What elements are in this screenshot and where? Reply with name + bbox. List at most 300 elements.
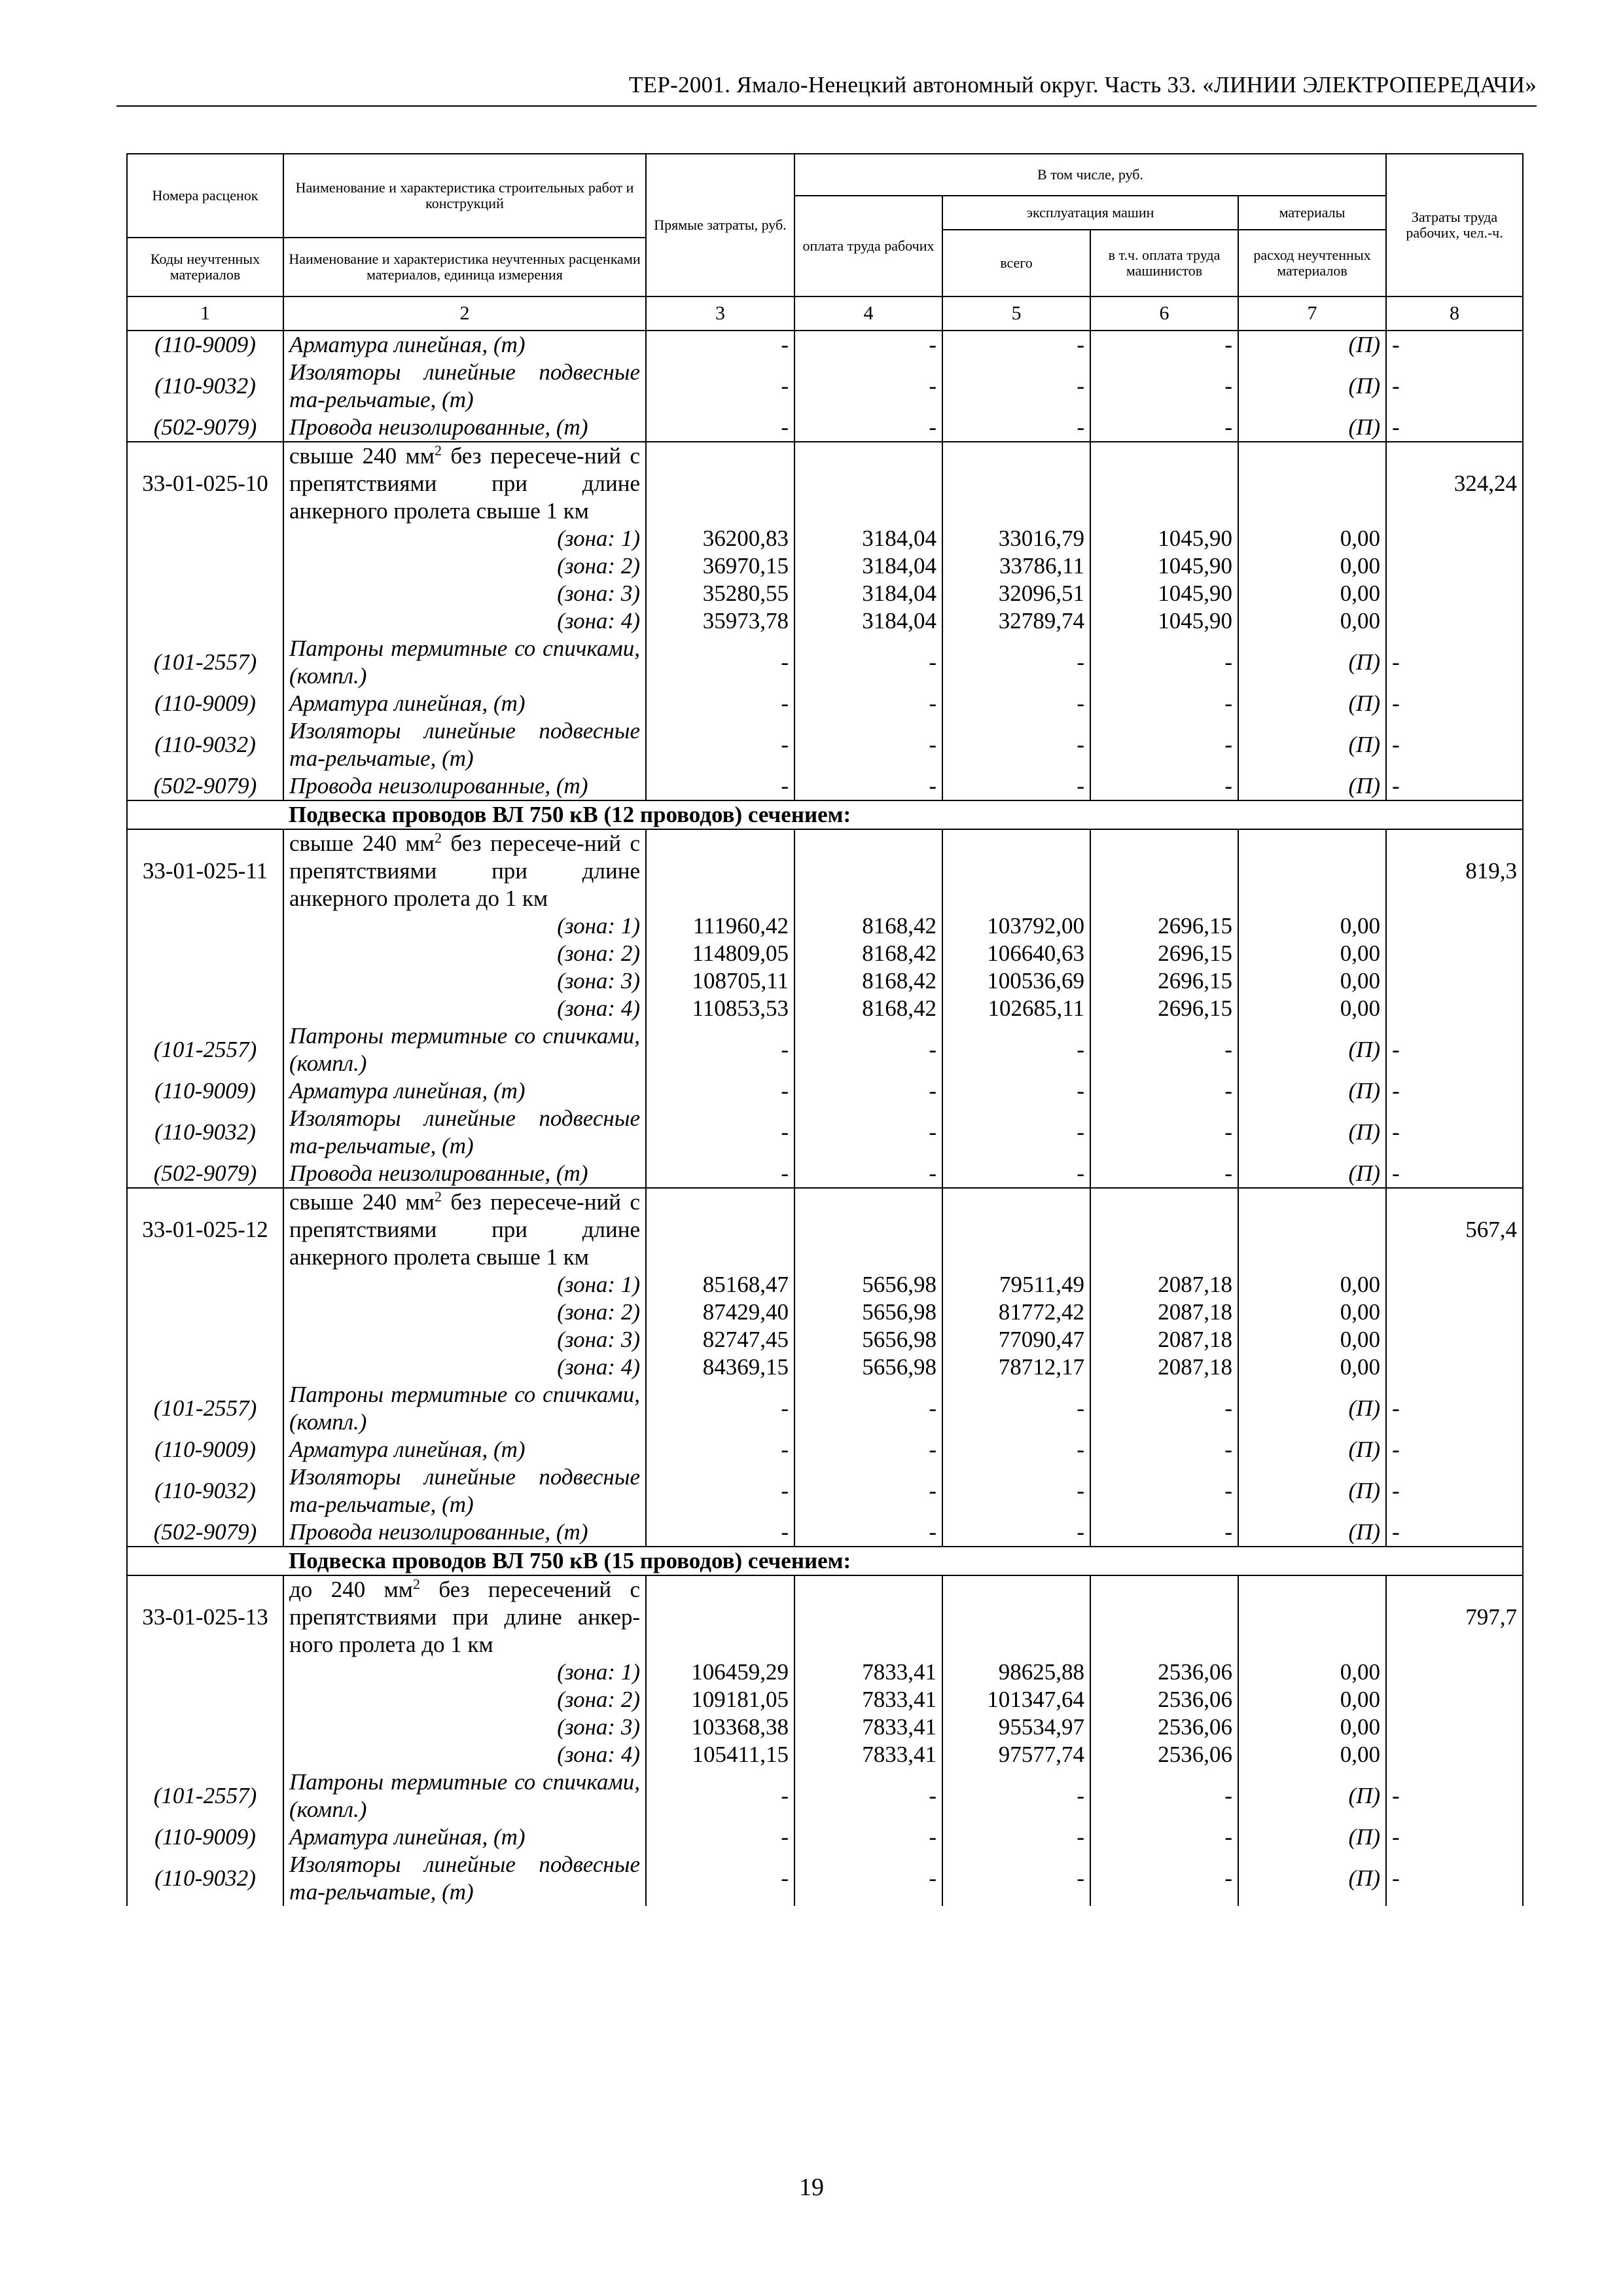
- empty-cell: [1238, 829, 1386, 912]
- zone-row: [127, 1659, 1523, 1686]
- column-number: 8: [1386, 296, 1523, 331]
- direct-costs: 103368,38: [646, 1713, 794, 1741]
- header-including: В том числе, руб.: [794, 154, 1386, 196]
- dash-cell: -: [646, 1768, 794, 1823]
- column-numbers-row: [127, 296, 1523, 331]
- dash-cell: -: [1090, 690, 1238, 717]
- dash-cell: -: [1090, 414, 1238, 442]
- material-row: [127, 331, 1523, 359]
- material-name: Арматура линейная, (т): [283, 331, 646, 359]
- dash-cell: -: [1090, 1768, 1238, 1823]
- empty-cell: [1386, 1299, 1523, 1326]
- material-code: (110-9009): [127, 1823, 283, 1851]
- dash-cell: -: [794, 717, 942, 772]
- materials-value: 0,00: [1238, 940, 1386, 967]
- materials-value: 0,00: [1238, 525, 1386, 552]
- empty-cell: [646, 1188, 794, 1271]
- empty-cell: [1386, 1354, 1523, 1381]
- materials-value: 0,00: [1238, 912, 1386, 940]
- empty-cell: [1090, 1575, 1238, 1659]
- dash-cell: -: [1386, 772, 1523, 800]
- zone-row: [127, 1299, 1523, 1326]
- dash-cell: -: [794, 635, 942, 690]
- direct-costs: 35280,55: [646, 580, 794, 607]
- dash-cell: -: [794, 1851, 942, 1906]
- material-code: (101-2557): [127, 1381, 283, 1436]
- zone-label: (зона: 3): [283, 580, 646, 607]
- empty-cell: [1090, 1188, 1238, 1271]
- machines-total: 103792,00: [942, 912, 1090, 940]
- empty-cell: [127, 1271, 283, 1299]
- empty-cell: [646, 442, 794, 525]
- header-labor-hours: Затраты труда рабочих, чел.-ч.: [1386, 154, 1523, 296]
- dash-cell: -: [1090, 1077, 1238, 1105]
- materials-value: 0,00: [1238, 580, 1386, 607]
- header-machines: эксплуатация машин: [942, 196, 1238, 230]
- material-code: (110-9032): [127, 1463, 283, 1518]
- machines-labor: 2087,18: [1090, 1354, 1238, 1381]
- material-code: (110-9032): [127, 1105, 283, 1160]
- dash-cell: -: [646, 1823, 794, 1851]
- dash-cell: -: [1386, 1160, 1523, 1188]
- direct-costs: 111960,42: [646, 912, 794, 940]
- direct-costs: 108705,11: [646, 967, 794, 995]
- dash-cell: -: [794, 1022, 942, 1077]
- machines-labor: 2696,15: [1090, 940, 1238, 967]
- dash-cell: -: [1090, 1518, 1238, 1547]
- materials-mark: (П): [1238, 359, 1386, 414]
- materials-mark: (П): [1238, 1077, 1386, 1105]
- empty-cell: [942, 1188, 1090, 1271]
- material-row: [127, 1077, 1523, 1105]
- machines-total: 81772,42: [942, 1299, 1090, 1326]
- dash-cell: -: [942, 717, 1090, 772]
- dash-cell: -: [1090, 1436, 1238, 1463]
- dash-cell: -: [1090, 1105, 1238, 1160]
- zone-row: [127, 607, 1523, 635]
- rate-code: 33-01-025-12: [127, 1188, 283, 1271]
- rate-name-superscript: 2: [434, 1188, 442, 1205]
- direct-costs: 36200,83: [646, 525, 794, 552]
- labor-pay: 5656,98: [794, 1354, 942, 1381]
- empty-cell: [942, 829, 1090, 912]
- column-number: 1: [127, 296, 283, 331]
- dash-cell: -: [942, 1160, 1090, 1188]
- material-row: [127, 1823, 1523, 1851]
- dash-cell: -: [646, 1160, 794, 1188]
- dash-cell: -: [794, 690, 942, 717]
- empty-cell: [1386, 1326, 1523, 1354]
- dash-cell: -: [942, 1851, 1090, 1906]
- material-row: [127, 414, 1523, 442]
- material-code: (101-2557): [127, 1022, 283, 1077]
- empty-cell: [646, 829, 794, 912]
- machines-total: 95534,97: [942, 1713, 1090, 1741]
- material-code: (110-9032): [127, 717, 283, 772]
- materials-value: 0,00: [1238, 1713, 1386, 1741]
- rate-name: [283, 442, 646, 525]
- materials-mark: (П): [1238, 690, 1386, 717]
- column-number: 4: [794, 296, 942, 331]
- header-materials: материалы: [1238, 196, 1386, 230]
- dash-cell: -: [794, 414, 942, 442]
- zone-label: (зона: 3): [283, 1326, 646, 1354]
- zone-label: (зона: 1): [283, 1271, 646, 1299]
- header-work-name: Наименование и характеристика строительных работ и конструкций: [283, 154, 646, 238]
- material-name: Провода неизолированные, (т): [283, 1160, 646, 1188]
- labor-pay: 7833,41: [794, 1713, 942, 1741]
- rate-name-end: без пересече-ний с препятствиями при длине анкерного пролета свыше 1 км: [289, 1189, 640, 1270]
- machines-total: 102685,11: [942, 995, 1090, 1022]
- group-title-row: [127, 800, 1523, 829]
- dash-cell: -: [1386, 1105, 1523, 1160]
- dash-cell: -: [1386, 635, 1523, 690]
- dash-cell: -: [646, 1436, 794, 1463]
- material-code: (502-9079): [127, 1518, 283, 1547]
- column-number: 6: [1090, 296, 1238, 331]
- zone-row: [127, 1741, 1523, 1768]
- zone-row: [127, 912, 1523, 940]
- material-code: (502-9079): [127, 414, 283, 442]
- dash-cell: -: [794, 359, 942, 414]
- column-number: 7: [1238, 296, 1386, 331]
- materials-value: 0,00: [1238, 1659, 1386, 1686]
- material-code: (110-9032): [127, 1851, 283, 1906]
- dash-cell: -: [1386, 331, 1523, 359]
- materials-mark: (П): [1238, 1436, 1386, 1463]
- empty-cell: [127, 967, 283, 995]
- direct-costs: 82747,45: [646, 1326, 794, 1354]
- material-row: [127, 1160, 1523, 1188]
- rate-row: [127, 1188, 1523, 1271]
- dash-cell: -: [1386, 690, 1523, 717]
- empty-cell: [127, 607, 283, 635]
- dash-cell: -: [646, 772, 794, 800]
- dash-cell: -: [942, 1077, 1090, 1105]
- materials-mark: (П): [1238, 772, 1386, 800]
- rate-name-end: без пересечений с препятствиями при длине анкер-ного пролета до 1 км: [289, 1577, 641, 1657]
- dash-cell: -: [794, 1436, 942, 1463]
- materials-mark: (П): [1238, 1823, 1386, 1851]
- material-name: Патроны термитные со спичками, (компл.): [283, 1381, 646, 1436]
- material-row: [127, 1105, 1523, 1160]
- machines-total: 100536,69: [942, 967, 1090, 995]
- materials-value: 0,00: [1238, 995, 1386, 1022]
- material-row: [127, 1851, 1523, 1906]
- machines-total: 32789,74: [942, 607, 1090, 635]
- machines-labor: 1045,90: [1090, 607, 1238, 635]
- empty-cell: [646, 1575, 794, 1659]
- material-name: Арматура линейная, (т): [283, 1436, 646, 1463]
- material-code: (110-9009): [127, 1436, 283, 1463]
- materials-mark: (П): [1238, 1463, 1386, 1518]
- dash-cell: -: [942, 1381, 1090, 1436]
- empty-cell: [1386, 1741, 1523, 1768]
- dash-cell: -: [646, 1077, 794, 1105]
- direct-costs: 84369,15: [646, 1354, 794, 1381]
- material-row: [127, 1381, 1523, 1436]
- dash-cell: -: [942, 1823, 1090, 1851]
- machines-total: 97577,74: [942, 1741, 1090, 1768]
- material-code: (502-9079): [127, 1160, 283, 1188]
- machines-total: 98625,88: [942, 1659, 1090, 1686]
- dash-cell: -: [1386, 717, 1523, 772]
- material-row: [127, 690, 1523, 717]
- labor-pay: 3184,04: [794, 525, 942, 552]
- zone-row: [127, 967, 1523, 995]
- direct-costs: 114809,05: [646, 940, 794, 967]
- empty-cell: [1386, 1686, 1523, 1713]
- dash-cell: -: [942, 1463, 1090, 1518]
- empty-cell: [1238, 442, 1386, 525]
- rate-name-end: без пересече-ний с препятствиями при длине анкерного пролета до 1 км: [289, 831, 640, 911]
- labor-hours: 567,4: [1386, 1188, 1523, 1271]
- dash-cell: -: [646, 635, 794, 690]
- materials-value: 0,00: [1238, 1271, 1386, 1299]
- zone-row: [127, 940, 1523, 967]
- dash-cell: -: [1386, 1077, 1523, 1105]
- rate-name-start: свыше 240 мм: [289, 443, 435, 469]
- zone-label: (зона: 1): [283, 1659, 646, 1686]
- zone-row: [127, 525, 1523, 552]
- dash-cell: -: [1090, 635, 1238, 690]
- machines-labor: 2536,06: [1090, 1741, 1238, 1768]
- rate-name-superscript: 2: [434, 829, 442, 846]
- dash-cell: -: [942, 635, 1090, 690]
- group-spacer: [127, 800, 283, 829]
- materials-value: 0,00: [1238, 1299, 1386, 1326]
- empty-cell: [1090, 829, 1238, 912]
- labor-pay: 3184,04: [794, 607, 942, 635]
- material-row: [127, 717, 1523, 772]
- machines-total: 78712,17: [942, 1354, 1090, 1381]
- machines-labor: 1045,90: [1090, 525, 1238, 552]
- machines-labor: 1045,90: [1090, 552, 1238, 580]
- dash-cell: -: [794, 1518, 942, 1547]
- rate-name-start: свыше 240 мм: [289, 831, 435, 856]
- empty-cell: [127, 1326, 283, 1354]
- materials-mark: (П): [1238, 635, 1386, 690]
- empty-cell: [127, 1659, 283, 1686]
- zone-label: (зона: 2): [283, 940, 646, 967]
- dash-cell: -: [1386, 1851, 1523, 1906]
- zone-label: (зона: 4): [283, 1741, 646, 1768]
- material-name: Изоляторы линейные подвесные та-рельчатые, (т): [283, 1851, 646, 1906]
- empty-cell: [1386, 525, 1523, 552]
- machines-labor: 2536,06: [1090, 1686, 1238, 1713]
- dash-cell: -: [646, 690, 794, 717]
- dash-cell: -: [942, 359, 1090, 414]
- labor-hours: 797,7: [1386, 1575, 1523, 1659]
- empty-cell: [127, 1741, 283, 1768]
- column-number: 2: [283, 296, 646, 331]
- material-row: [127, 635, 1523, 690]
- dash-cell: -: [1090, 1823, 1238, 1851]
- empty-cell: [127, 580, 283, 607]
- dash-cell: -: [646, 1381, 794, 1436]
- dash-cell: -: [1386, 414, 1523, 442]
- labor-pay: 5656,98: [794, 1271, 942, 1299]
- header-direct-costs: Прямые затраты, руб.: [646, 154, 794, 296]
- machines-labor: 2087,18: [1090, 1271, 1238, 1299]
- material-name: Изоляторы линейные подвесные та-рельчатые, (т): [283, 1463, 646, 1518]
- material-code: (110-9009): [127, 690, 283, 717]
- dash-cell: -: [1090, 717, 1238, 772]
- material-name: Патроны термитные со спичками, (компл.): [283, 1022, 646, 1077]
- header-material-codes: Коды неучтенных материалов: [127, 238, 283, 296]
- dash-cell: -: [1090, 1381, 1238, 1436]
- direct-costs: 36970,15: [646, 552, 794, 580]
- dash-cell: -: [646, 1022, 794, 1077]
- dash-cell: -: [942, 690, 1090, 717]
- machines-labor: 2696,15: [1090, 912, 1238, 940]
- material-name: Арматура линейная, (т): [283, 1823, 646, 1851]
- machines-labor: 2087,18: [1090, 1299, 1238, 1326]
- dash-cell: -: [942, 1518, 1090, 1547]
- rate-name-start: до 240 мм: [289, 1577, 413, 1602]
- page-number: 19: [799, 2174, 824, 2201]
- empty-cell: [1238, 1575, 1386, 1659]
- direct-costs: 105411,15: [646, 1741, 794, 1768]
- material-name: Провода неизолированные, (т): [283, 772, 646, 800]
- materials-mark: (П): [1238, 414, 1386, 442]
- dash-cell: -: [794, 1823, 942, 1851]
- zone-label: (зона: 4): [283, 607, 646, 635]
- group-title: Подвеска проводов ВЛ 750 кВ (12 проводов) сечением:: [283, 800, 1386, 829]
- group-spacer: [1386, 1547, 1523, 1575]
- zone-label: (зона: 3): [283, 1713, 646, 1741]
- material-name: Изоляторы линейные подвесные та-рельчатые, (т): [283, 359, 646, 414]
- labor-pay: 7833,41: [794, 1686, 942, 1713]
- dash-cell: -: [942, 331, 1090, 359]
- labor-pay: 3184,04: [794, 552, 942, 580]
- direct-costs: 109181,05: [646, 1686, 794, 1713]
- dash-cell: -: [1090, 331, 1238, 359]
- material-row: [127, 1463, 1523, 1518]
- dash-cell: -: [1386, 1768, 1523, 1823]
- dash-cell: -: [1090, 1463, 1238, 1518]
- dash-cell: -: [646, 717, 794, 772]
- header-labor-pay: оплата труда рабочих: [794, 196, 942, 296]
- dash-cell: -: [1386, 1518, 1523, 1547]
- empty-cell: [1386, 1271, 1523, 1299]
- dash-cell: -: [1386, 1436, 1523, 1463]
- table-body: [127, 331, 1523, 1906]
- labor-pay: 7833,41: [794, 1659, 942, 1686]
- material-name: Изоляторы линейные подвесные та-рельчатые, (т): [283, 717, 646, 772]
- dash-cell: -: [942, 772, 1090, 800]
- rate-code: 33-01-025-13: [127, 1575, 283, 1659]
- dash-cell: -: [794, 1768, 942, 1823]
- materials-mark: (П): [1238, 1518, 1386, 1547]
- zone-label: (зона: 1): [283, 912, 646, 940]
- header-materials-consumption: расход неучтенных материалов: [1238, 230, 1386, 296]
- empty-cell: [794, 1188, 942, 1271]
- dash-cell: -: [1386, 1463, 1523, 1518]
- materials-value: 0,00: [1238, 1741, 1386, 1768]
- header-rule: [116, 105, 1537, 107]
- empty-cell: [942, 1575, 1090, 1659]
- material-row: [127, 772, 1523, 800]
- empty-cell: [1386, 580, 1523, 607]
- empty-cell: [127, 1354, 283, 1381]
- material-row: [127, 1518, 1523, 1547]
- material-name: Арматура линейная, (т): [283, 1077, 646, 1105]
- materials-mark: (П): [1238, 717, 1386, 772]
- materials-mark: (П): [1238, 1851, 1386, 1906]
- material-code: (110-9032): [127, 359, 283, 414]
- machines-total: 33016,79: [942, 525, 1090, 552]
- dash-cell: -: [942, 1105, 1090, 1160]
- zone-label: (зона: 2): [283, 1686, 646, 1713]
- rate-name-start: свыше 240 мм: [289, 1189, 435, 1215]
- group-spacer: [127, 1547, 283, 1575]
- labor-pay: 5656,98: [794, 1326, 942, 1354]
- machines-total: 32096,51: [942, 580, 1090, 607]
- labor-hours: 819,3: [1386, 829, 1523, 912]
- empty-cell: [794, 1575, 942, 1659]
- header-material-names: Наименование и характеристика неучтенных расценками материалов, единица измерения: [283, 238, 646, 296]
- dash-cell: -: [646, 1463, 794, 1518]
- labor-pay: 8168,42: [794, 940, 942, 967]
- materials-mark: (П): [1238, 1105, 1386, 1160]
- empty-cell: [1386, 967, 1523, 995]
- running-header: ТЕР-2001. Ямало-Ненецкий автономный округ. Часть 33. «ЛИНИИ ЭЛЕКТРОПЕРЕДАЧИ»: [628, 72, 1537, 98]
- dash-cell: -: [646, 414, 794, 442]
- dash-cell: -: [1090, 1160, 1238, 1188]
- material-name: Патроны термитные со спичками, (компл.): [283, 1768, 646, 1823]
- dash-cell: -: [1386, 1381, 1523, 1436]
- empty-cell: [127, 995, 283, 1022]
- rate-row: [127, 1575, 1523, 1659]
- machines-total: 101347,64: [942, 1686, 1090, 1713]
- material-row: [127, 359, 1523, 414]
- dash-cell: -: [1386, 1823, 1523, 1851]
- empty-cell: [127, 525, 283, 552]
- dash-cell: -: [942, 1436, 1090, 1463]
- materials-mark: (П): [1238, 1160, 1386, 1188]
- empty-cell: [1386, 1713, 1523, 1741]
- material-name: Патроны термитные со спичками, (компл.): [283, 635, 646, 690]
- materials-mark: (П): [1238, 1022, 1386, 1077]
- direct-costs: 35973,78: [646, 607, 794, 635]
- rate-name-end: без пересече-ний с препятствиями при длине анкерного пролета свыше 1 км: [289, 443, 640, 524]
- column-number: 5: [942, 296, 1090, 331]
- machines-total: 106640,63: [942, 940, 1090, 967]
- materials-value: 0,00: [1238, 1354, 1386, 1381]
- zone-label: (зона: 4): [283, 995, 646, 1022]
- zone-label: (зона: 2): [283, 1299, 646, 1326]
- zone-row: [127, 552, 1523, 580]
- materials-mark: (П): [1238, 1381, 1386, 1436]
- direct-costs: 106459,29: [646, 1659, 794, 1686]
- rate-row: [127, 829, 1523, 912]
- material-code: (101-2557): [127, 1768, 283, 1823]
- material-row: [127, 1436, 1523, 1463]
- dash-cell: -: [942, 414, 1090, 442]
- dash-cell: -: [646, 1851, 794, 1906]
- empty-cell: [1386, 552, 1523, 580]
- rate-name-superscript: 2: [434, 442, 442, 459]
- labor-hours: 324,24: [1386, 442, 1523, 525]
- zone-row: [127, 1713, 1523, 1741]
- direct-costs: 87429,40: [646, 1299, 794, 1326]
- empty-cell: [942, 442, 1090, 525]
- rate-code: 33-01-025-10: [127, 442, 283, 525]
- empty-cell: [127, 940, 283, 967]
- machines-labor: 2696,15: [1090, 995, 1238, 1022]
- material-row: [127, 1022, 1523, 1077]
